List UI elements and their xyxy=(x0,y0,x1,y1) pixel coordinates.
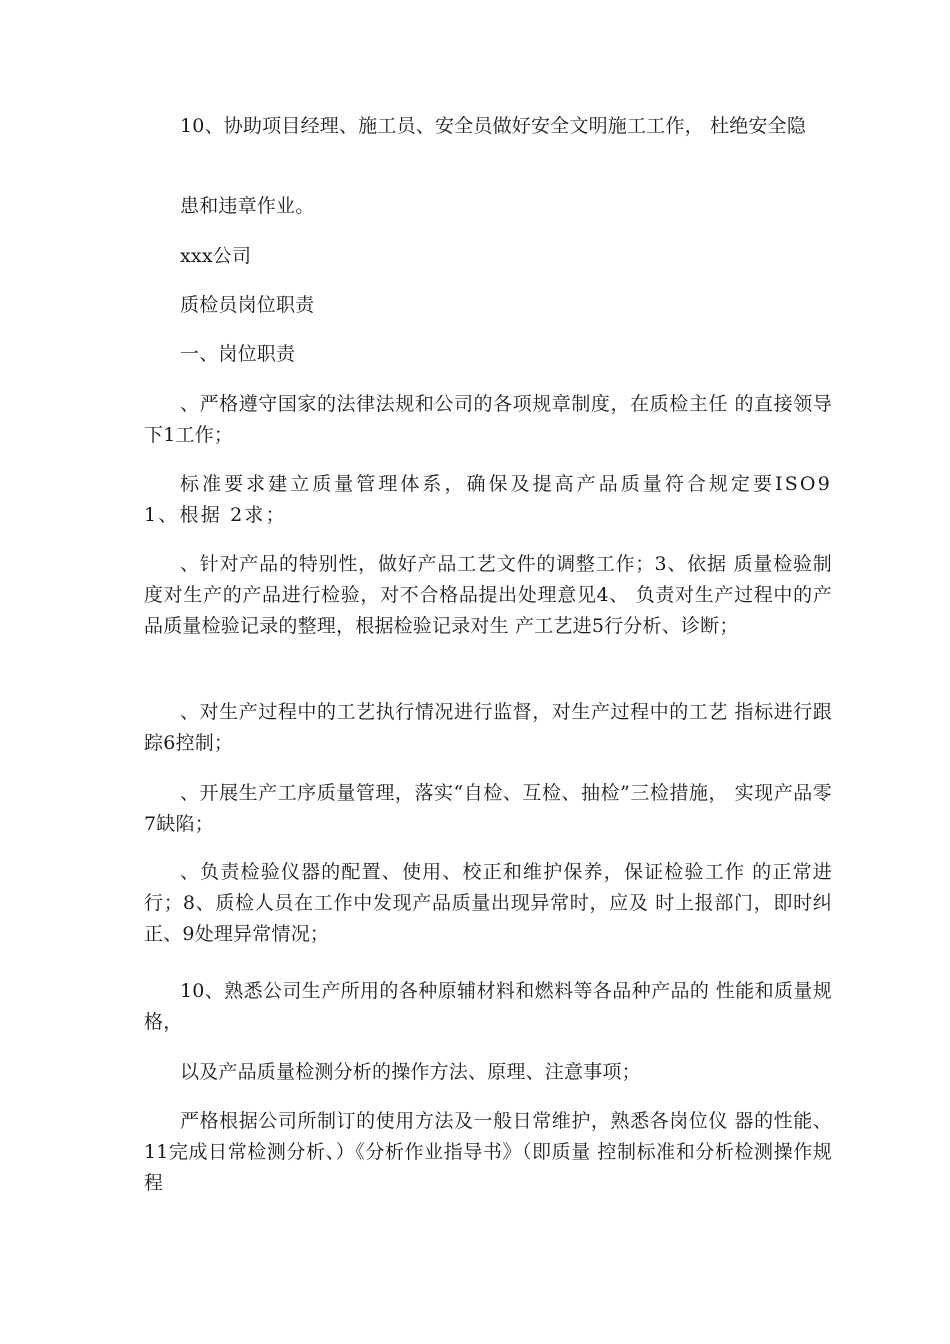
paragraph-duty-10-cont: 以及产品质量检测分析的操作方法、原理、注意事项； xyxy=(180,1061,641,1083)
paragraph-duty-6: 、对生产过程中的工艺执行情况进行监督，对生产过程中的工艺 指标进行跟踪6控制； xyxy=(144,701,832,754)
paragraph-duty-2: 标准要求建立质量管理体系，确保及提高产品质量符合规定要ISO91、根据 2求； xyxy=(144,473,832,526)
section-title: 质检员岗位职责 xyxy=(180,294,315,316)
paragraph-duty-10: 10、熟悉公司生产所用的各种原辅材料和燃料等各品种产品的 性能和质量规格， xyxy=(144,980,832,1033)
paragraph-safety-duty-cont: 患和违章作业。 xyxy=(180,195,315,217)
paragraph-duty-7: 、开展生产工序质量管理，落实“自检、互检、抽检”三检措施， 实现产品零7缺陷； xyxy=(144,782,832,835)
company-name: xxx公司 xyxy=(180,245,252,267)
subsection-heading: 一、岗位职责 xyxy=(180,343,296,365)
paragraph-duty-8-9: 、负责检验仪器的配置、使用、校正和维护保养，保证检验工作 的正常进行；8、质检人员在工作中发现产品质量出现异常时，应及 时上报部门，即时纠正、9处理异常情况； xyxy=(144,861,832,945)
paragraph-duty-1: 、严格遵守国家的法律法规和公司的各项规章制度，在质检主任 的直接领导下1工作； xyxy=(144,393,832,446)
paragraph-duty-11: 严格根据公司所制订的使用方法及一般日常维护，熟悉各岗位仪 器的性能、11完成日常检测分析、）《分析作业指导书》（即质量 控制标准和分析检测操作规程 xyxy=(144,1110,832,1194)
paragraph-safety-duty: 10、协助项目经理、施工员、安全员做好安全文明施工工作， 杜绝安全隐 xyxy=(180,115,807,137)
paragraph-duty-3-5: 、针对产品的特别性，做好产品工艺文件的调整工作；3、依据 质量检验制度对生产的产品进行检验，对不合格品提出处理意见4、 负责对生产过程中的产品质量检验记录的整理，根据检验记录对生 产工艺进5行分析、诊断； xyxy=(144,553,832,637)
